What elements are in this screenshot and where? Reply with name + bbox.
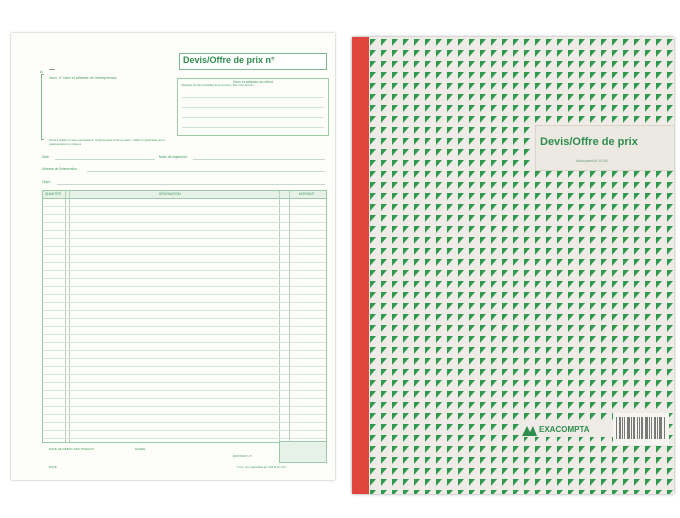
client-box-title: Nom et adresse du client: [233, 80, 273, 84]
address-line: [87, 171, 325, 172]
table-row: [43, 278, 326, 279]
form-title-box: [179, 53, 327, 70]
table-row: [43, 374, 326, 375]
table-row: [43, 246, 326, 247]
client-line: [182, 127, 324, 128]
form-note: Devis à établir en deux exemplaires, l'original étant remis au client ; établi en application de la réglementation en vigueur: [49, 138, 165, 146]
footer-start-label: DATE DE DÉBUT DES TRAVAUX: [49, 447, 95, 451]
table-row: [43, 286, 326, 287]
table-row: [43, 238, 326, 239]
col-designation: DÉSIGNATION: [159, 192, 181, 196]
col-quantity: QUANTITÉ: [45, 192, 62, 196]
footer-vat-note: T.V.A. non applicable art. 293 B du CGI: [237, 465, 286, 469]
form-mark: A: [40, 69, 43, 74]
date-label: Date :: [42, 155, 51, 159]
exacompta-logo-icon: [522, 424, 537, 436]
table-row: [43, 406, 326, 407]
table-row: [43, 334, 326, 335]
footer-date-label: DATE: [49, 465, 57, 469]
client-box-subtitle: Signature du client précédée de la mention « Bon pour accord »: [181, 84, 255, 87]
address-label: Adresse de l'intervention :: [42, 167, 79, 171]
cover-subtitle: Autocopiant A4 1/2 A5: [576, 159, 608, 163]
footer-duration-label: DURÉE: [135, 447, 146, 451]
table-row: [43, 254, 326, 255]
table-row: [43, 366, 326, 367]
items-table-header: [43, 191, 326, 199]
table-row: [43, 310, 326, 311]
col-separator: [69, 191, 70, 442]
col-separator: [65, 191, 66, 442]
form-top-line: [49, 69, 55, 70]
book-spine: [352, 37, 369, 494]
table-row: [43, 326, 326, 327]
form-sheet: [11, 33, 335, 480]
cover-face: [369, 37, 674, 494]
form-contractor-heading: Nom, n° siren et adresse de l'entrepreneur: [49, 76, 117, 80]
payment-line: [193, 159, 325, 160]
table-row: [43, 390, 326, 391]
table-row: [43, 318, 326, 319]
date-line: [55, 159, 155, 160]
client-line: [182, 97, 324, 98]
brand: [519, 423, 621, 437]
table-row: [43, 382, 326, 383]
object-line: [57, 184, 325, 185]
cover-label: [535, 125, 674, 171]
table-row: [43, 342, 326, 343]
items-table: [42, 190, 327, 443]
table-row: [43, 270, 326, 271]
table-row: [43, 294, 326, 295]
col-separator: [289, 191, 290, 442]
table-row: [43, 358, 326, 359]
table-row: [43, 222, 326, 223]
footer-total-label: MONTANT H.T.: [233, 454, 253, 458]
barcode: [613, 413, 669, 445]
client-box: [177, 78, 329, 136]
form-bracket: [41, 74, 44, 140]
table-row: [43, 206, 326, 207]
table-row: [43, 422, 326, 423]
table-row: [43, 414, 326, 415]
form-title: Devis/Offre de prix n°: [183, 55, 275, 65]
col-amount: MONTANT: [299, 192, 315, 196]
table-row: [43, 350, 326, 351]
table-row: [43, 430, 326, 431]
brand-name: EXACOMPTA: [539, 425, 590, 434]
client-line: [182, 117, 324, 118]
table-row: [43, 262, 326, 263]
barcode-icon: [613, 413, 669, 445]
cover-title: Devis/Offre de prix: [540, 136, 638, 148]
col-separator: [279, 191, 280, 442]
table-row: [43, 214, 326, 215]
book-cover: [352, 37, 674, 494]
client-line: [182, 107, 324, 108]
table-row: [43, 230, 326, 231]
payment-label: Mode de règlement :: [159, 155, 189, 159]
table-row: [43, 302, 326, 303]
table-row: [43, 438, 326, 439]
object-label: Objet :: [42, 180, 52, 184]
footer-total-box: [279, 441, 327, 463]
table-row: [43, 398, 326, 399]
